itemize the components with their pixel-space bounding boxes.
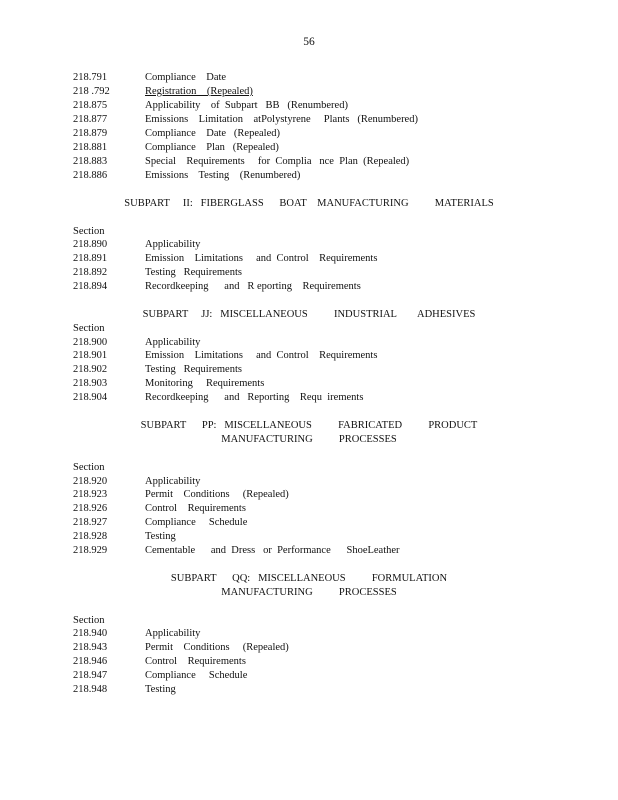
section-title: Testing Requirements (145, 364, 242, 375)
section-title: Compliance Date (145, 72, 227, 83)
section-number: 218.791 (73, 72, 108, 83)
section-number: 218.928 (73, 531, 108, 542)
section-number: 218.879 (73, 128, 108, 139)
section-title: Recordkeeping and R eporting Requirements (145, 281, 361, 292)
section-number: 218 .792 (73, 86, 110, 97)
section-title: Applicability (145, 337, 201, 348)
section-number: 218.943 (73, 642, 108, 653)
section-number: 218.886 (73, 170, 108, 181)
subpart-heading: SUBPART JJ: MISCELLANEOUS INDUSTRIAL ADHESIVES (142, 309, 476, 320)
section-number: 218.902 (73, 364, 108, 375)
subpart-heading: SUBPART II: FIBERGLASS BOAT MANUFACTURING MATERIALS (124, 198, 494, 209)
section-title: Emission Limitations and Control Requirements (145, 350, 378, 361)
section-title: Permit Conditions (Repealed) (145, 642, 289, 653)
section-title: Applicability (145, 239, 201, 250)
section-number: 218.903 (73, 378, 108, 389)
section-title: Compliance Date (Repealed) (145, 128, 280, 139)
section-label: Section (73, 226, 105, 237)
section-title: Applicability (145, 476, 201, 487)
subpart-heading: SUBPART PP: MISCELLANEOUS FABRICATED PRODUCT (140, 420, 478, 431)
section-title: Registration (Repealed) (145, 86, 253, 97)
section-title: Testing Requirements (145, 267, 242, 278)
section-number: 218.881 (73, 142, 108, 153)
section-title: Compliance Plan (Repealed) (145, 142, 279, 153)
section-title: Testing (145, 684, 176, 695)
section-title: Recordkeeping and Reporting Requ irements (145, 392, 364, 403)
section-number: 218.875 (73, 100, 108, 111)
section-number: 218.883 (73, 156, 108, 167)
section-number: 218.891 (73, 253, 108, 264)
page-number: 56 (303, 36, 315, 48)
section-number: 218.929 (73, 545, 108, 556)
subpart-heading-continued: MANUFACTURING PROCESSES (221, 587, 397, 598)
section-number: 218.901 (73, 350, 108, 361)
section-title: Control Requirements (145, 656, 246, 667)
section-title: Emissions Limitation atPolystyrene Plants (Renumbered) (145, 114, 418, 125)
section-number: 218.927 (73, 517, 108, 528)
section-title: Applicability (145, 628, 201, 639)
section-title: Cementable and Dress or Performance ShoeLeather (145, 545, 400, 556)
section-number: 218.877 (73, 114, 108, 125)
section-label: Section (73, 615, 105, 626)
section-title: Permit Conditions (Repealed) (145, 489, 289, 500)
section-number: 218.926 (73, 503, 108, 514)
subpart-heading-continued: MANUFACTURING PROCESSES (221, 434, 397, 445)
section-title: Control Requirements (145, 503, 246, 514)
section-number: 218.948 (73, 684, 108, 695)
section-label: Section (73, 462, 105, 473)
section-title: Emission Limitations and Control Requirements (145, 253, 378, 264)
section-number: 218.894 (73, 281, 108, 292)
section-label: Section (73, 323, 105, 334)
section-title: Compliance Schedule (145, 517, 248, 528)
section-title: Special Requirements for Complia nce Plan (Repealed) (145, 156, 410, 167)
section-number: 218.892 (73, 267, 108, 278)
section-title: Emissions Testing (Renumbered) (145, 170, 301, 181)
section-number: 218.920 (73, 476, 108, 487)
section-number: 218.940 (73, 628, 108, 639)
section-number: 218.900 (73, 337, 108, 348)
section-number: 218.904 (73, 392, 108, 403)
section-number: 218.947 (73, 670, 108, 681)
section-number: 218.946 (73, 656, 108, 667)
subpart-heading: SUBPART QQ: MISCELLANEOUS FORMULATION (170, 573, 448, 584)
section-number: 218.923 (73, 489, 108, 500)
section-title: Monitoring Requirements (145, 378, 265, 389)
section-title: Testing (145, 531, 176, 542)
section-number: 218.890 (73, 239, 108, 250)
section-title: Applicability of Subpart BB (Renumbered) (145, 100, 348, 111)
section-title: Compliance Schedule (145, 670, 248, 681)
